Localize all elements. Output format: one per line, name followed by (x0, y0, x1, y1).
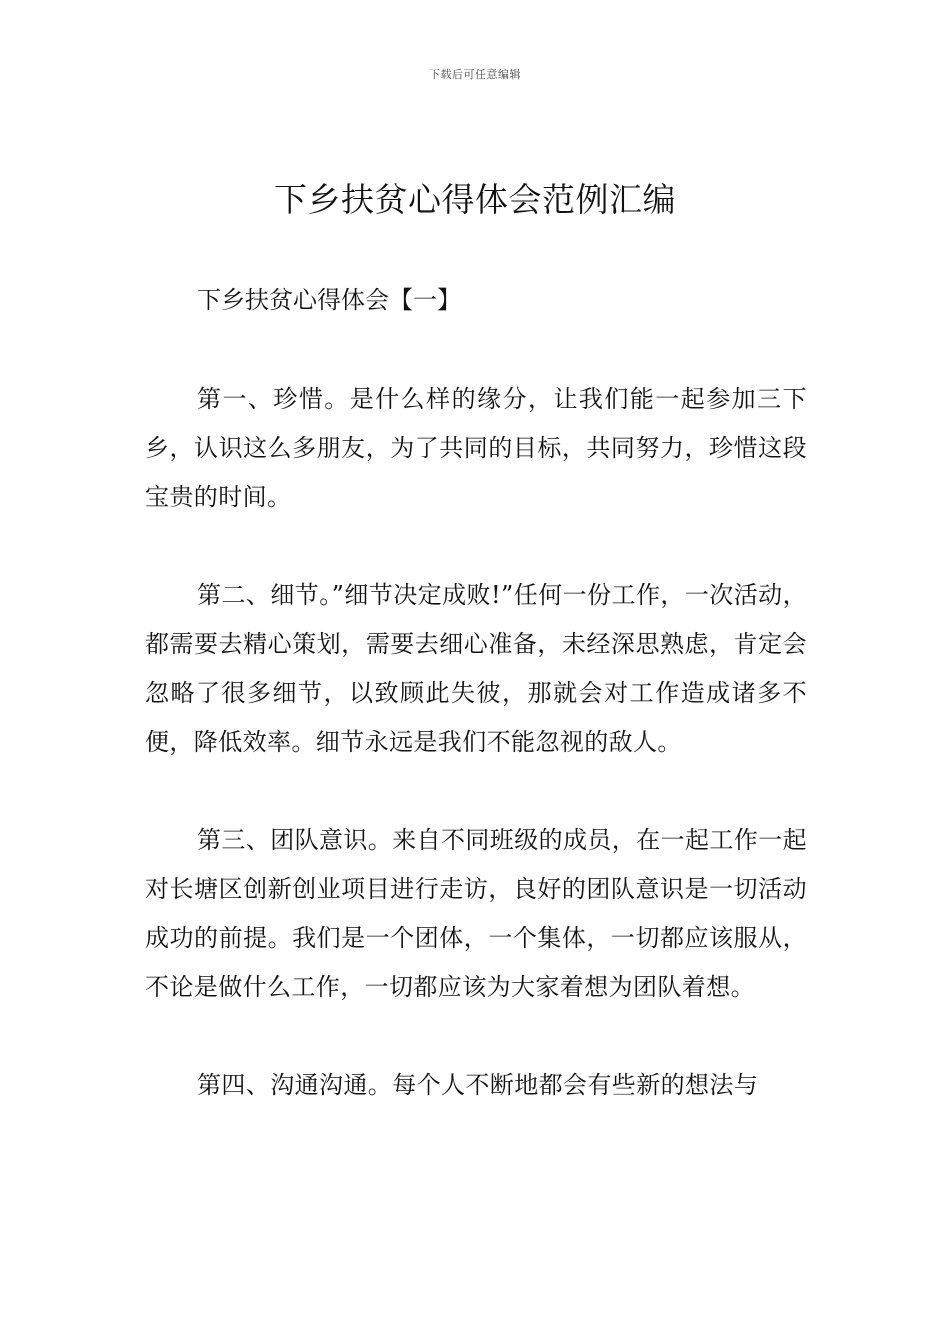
document-title: 下乡扶贫心得体会范例汇编 (274, 180, 676, 219)
paragraph: 第二、细节。”细节决定成败!”任何一份工作，一次活动，都需要去精心策划，需要去细心准备，未经深思熟虑，肯定会忽略了很多细节，以致顾此失彼，那就会对工作造成诸多不便，降低效率。细节永远是我们不能忽视的敌人。 (145, 581, 807, 756)
paragraph: 第四、沟通沟通。每个人不断地都会有些新的想法与 (197, 1071, 759, 1099)
section-heading: 下乡扶贫心得体会【一】 (197, 286, 461, 314)
header-note: 下载后可任意编辑 (429, 68, 521, 81)
document-body (145, 375, 807, 1159)
paragraph: 第三、团队意识。来自不同班级的成员，在一起工作一起对长塘区创新创业项目进行走访，良好的团队意识是一切活动成功的前提。我们是一个团体，一个集体，一切都应该服从，不论是做什么工作，一切都应该为大家着想为团队着想。 (145, 826, 807, 1001)
paragraph: 第一、珍惜。是什么样的缘分，让我们能一起参加三下乡，认识这么多朋友，为了共同的目标，共同努力，珍惜这段宝贵的时间。 (145, 385, 807, 511)
